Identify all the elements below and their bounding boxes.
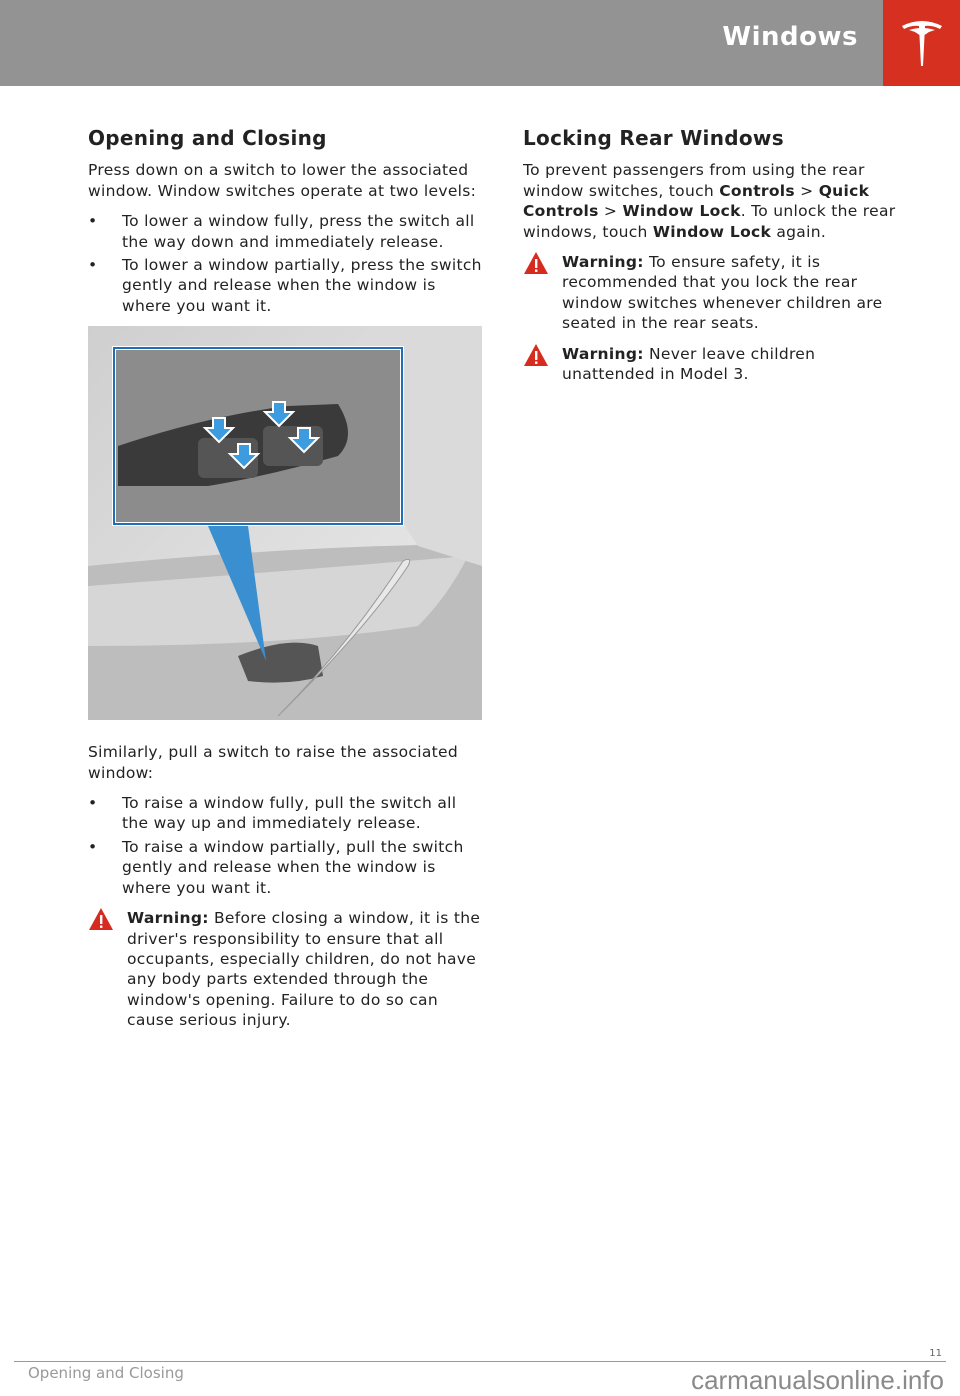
warning-text: Before closing a window, it is the driver's responsibility to ensure that all occupants, especially children, do not have any body parts extended through the window's opening. Failure to do so can cause serious injury. <box>127 909 481 1030</box>
tesla-logo-icon <box>883 0 960 86</box>
warning-label: Warning: <box>562 253 644 272</box>
text-run: again. <box>771 222 827 241</box>
warning-label: Warning: <box>562 344 644 363</box>
lock-instructions <box>523 160 903 242</box>
list-item: • To lower a window fully, press the switch all the way down and immediately release. <box>88 211 483 252</box>
warning-block <box>523 344 903 385</box>
raise-intro-text: Similarly, pull a switch to raise the associated window: <box>88 743 458 782</box>
warning-label: Warning: <box>127 909 209 928</box>
list-item: • To lower a window partially, press the switch gently and release when the window is where you want it. <box>88 255 483 316</box>
watermark: carmanualsonline.info <box>691 1365 944 1395</box>
controls-label: Controls <box>719 181 795 200</box>
section-heading: Locking Rear Windows <box>523 126 784 150</box>
list-item: • To raise a window fully, pull the switch all the way up and immediately release. <box>88 793 483 834</box>
chapter-title: Windows <box>722 22 858 52</box>
page-header <box>0 0 960 86</box>
page-number: 11 <box>929 1348 942 1359</box>
warning-text: To ensure safety, it is recommended that you lock the rear window switches whenever children are seated in the rear seats. <box>562 253 883 333</box>
window-lock-label: Window Lock <box>652 222 772 241</box>
window-switch-illustration <box>88 326 482 720</box>
text-run: > <box>598 202 623 221</box>
warning-text: Never leave children unattended in Model 3. <box>562 344 816 384</box>
section-heading: Opening and Closing <box>88 126 327 150</box>
right-column <box>523 128 903 394</box>
warning-icon <box>523 251 549 275</box>
lower-list <box>88 211 483 316</box>
window-lock-label: Window Lock <box>622 202 741 221</box>
footer-section: Opening and Closing <box>28 1364 184 1382</box>
warning-block <box>523 252 903 334</box>
raise-list <box>88 793 483 898</box>
intro-text: Press down on a switch to lower the associated window. Window switches operate at two levels: <box>88 161 477 200</box>
text-run: . To unlock the rear windows, touch <box>523 202 896 241</box>
warning-block <box>88 908 483 1030</box>
warning-icon <box>523 343 549 367</box>
text-run: > <box>794 181 819 200</box>
text-run: To prevent passengers from using the rear window switches, touch <box>523 161 865 200</box>
warning-icon <box>88 907 114 931</box>
left-column <box>88 128 483 1041</box>
list-item: • To raise a window partially, pull the switch gently and release when the window is where you want it. <box>88 837 483 898</box>
quick-controls-label: Quick Controls <box>523 181 870 221</box>
